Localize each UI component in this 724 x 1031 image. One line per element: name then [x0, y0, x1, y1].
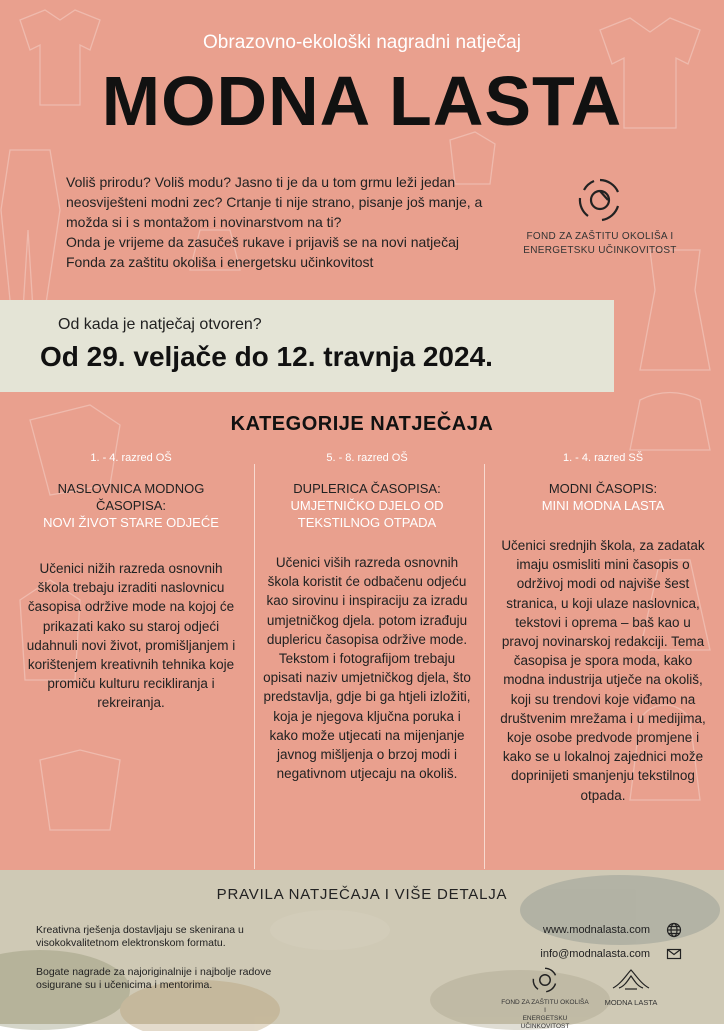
rules-title: PRAVILA NATJEČAJA I VIŠE DETALJA [216, 886, 508, 903]
column-divider [254, 464, 255, 869]
intro-paragraph: Voliš prirodu? Voliš modu? Jasno ti je da u tom grmu leži jedan neosviješteni modni zec? Crtanje ti nije strano, pisanje još manje, a možda si i s montažom i novinarstvom na ti? [66, 174, 483, 230]
category-grade: 1. - 4. razred OŠ [90, 452, 172, 464]
footer-fund-logo [500, 966, 590, 1031]
contest-title: MODNA LASTA [101, 62, 623, 140]
category-column [260, 452, 474, 783]
intro-text [66, 172, 496, 272]
swallow-logo-icon [609, 966, 653, 994]
category-description: Učenici viših razreda osnovnih škola koristit će odbačenu odjeću kao sirovinu i inspiraciju za izradu umjetničkog djela. potom izrađuju duplericu časopisa održive mode. Tekstom i fotografijom trebaju opisati naziv umjetničkog djela, što predstavlja, gdje bi ga htjeli izložiti, koja je njegova ključna poruka i kako može utjecati na mijenjanje javnog mišljenja o brzoj modi i negativnom utjecaju na okoliš. [263, 555, 471, 782]
category-grade: 1. - 4. razred SŠ [562, 452, 644, 464]
email-link[interactable]: info@modnalasta.com [540, 948, 650, 960]
category-name: NASLOVNICA MODNOG ČASOPISA: [57, 481, 205, 513]
category-name: MODNI ČASOPIS: [548, 481, 658, 496]
dates-band [0, 300, 614, 392]
category-description: Učenici nižih razreda osnovnih škola trebaju izraditi naslovnicu časopisa održive mode na kojoj će prikazati kako su staroj odjeći udahnuli novi život, promišljanjem i korištenjem kreativnih tehnika koje promiču kulturu recikliranja i rekreiranja. [26, 561, 236, 711]
footer-fund-line2: ENERGETSKU UČINKOVITOST [520, 1015, 570, 1030]
category-grade: 5. - 8. razred OŠ [326, 452, 408, 464]
prize-note: Bogate nagrade za najoriginalnije i najbolje radove osigurane su i učenicima i mentorima. [36, 966, 272, 991]
category-subtitle: MINI MODNA LASTA [541, 498, 665, 513]
dates-value: Od 29. veljače do 12. travnja 2024. [40, 341, 493, 372]
fund-logo [500, 176, 700, 258]
fund-name-line2: ENERGETSKU UČINKOVITOST [523, 245, 677, 256]
footer-fund-line1: FOND ZA ZAŠTITU OKOLIŠA I [501, 999, 589, 1014]
fund-logo-icon [531, 966, 559, 994]
category-description: Učenici srednjih škola, za zadatak imaju osmisliti mini časopis o održivoj modi od najviše šest stranica, u koji ulaze naslovnica, tekstovi i oprema – baš kao u pravoj novinarskoj redakciji. Tema časopisa je spora moda, kako modna industrija utječe na okoliš, koji su trendovi koje viđamo na društvenim mrežama i u medijima, koje osobe predvode promjene i kako se u lokalnoj zajednici može doprinijeti smanjenju tekstilnog otpada. [500, 538, 706, 803]
category-subtitle: NOVI ŽIVOT STARE ODJEĆE [43, 515, 219, 530]
submission-note: Kreativna rješenja dostavljaju se skenirana u visokokvalitetnom elektronskom formatu. [36, 924, 244, 949]
fund-name-line1: FOND ZA ZAŠTITU OKOLIŠA I [526, 231, 674, 242]
fund-logo-name [500, 230, 700, 258]
mail-icon [666, 946, 682, 962]
footer-brand-logo [586, 966, 676, 1007]
website-link[interactable]: www.modnalasta.com [543, 924, 650, 936]
dates-question: Od kada je natječaj otvoren? [58, 316, 262, 333]
category-subtitle: UMJETNIČKO DJELO OD TEKSTILNOG OTPADA [290, 498, 444, 530]
footer-section [0, 870, 724, 1030]
column-divider [484, 464, 485, 869]
contest-subtitle: Obrazovno-ekološki nagradni natječaj [203, 32, 521, 53]
footer-brand-name: MODNA LASTA [604, 998, 658, 1007]
category-column [24, 452, 238, 713]
globe-icon [666, 922, 682, 938]
footer-fund-name [500, 999, 590, 1031]
categories-title: KATEGORIJE NATJEČAJA [230, 413, 494, 435]
category-name: DUPLERICA ČASOPISA: [293, 481, 441, 496]
intro-paragraph: Onda je vrijeme da zasučeš rukave i prijaviš se na novi natječaj Fonda za zaštitu okoliša i energetsku učinkovitost [66, 234, 459, 270]
fund-logo-icon [576, 176, 624, 224]
category-column [496, 452, 710, 805]
